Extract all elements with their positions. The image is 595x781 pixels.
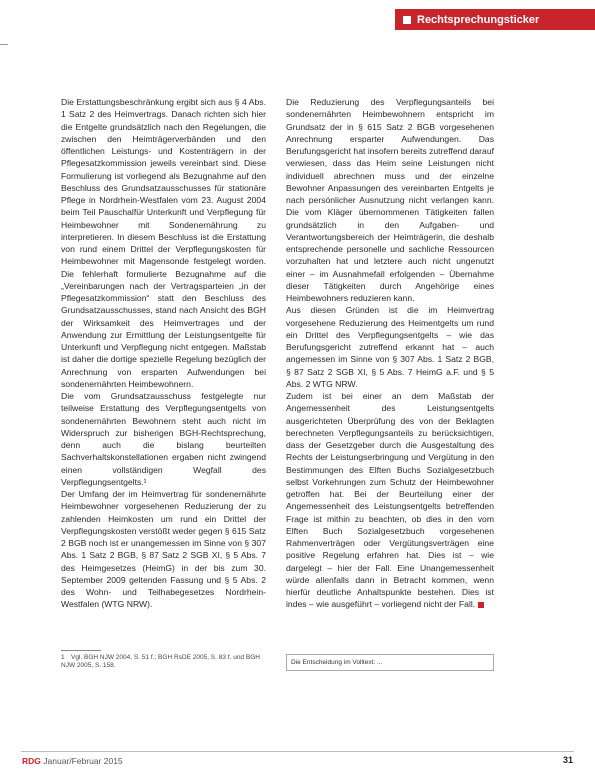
footnote	[61, 654, 266, 670]
paragraph: Die vom Grundsatzausschuss festgelegte nur teilweise Erstattung des Verpflegungsentgelts von sondenernährten Bewohnern steht auch nicht im Widerspruch zur bisherigen BGH-Rechtsprechung, denn auch die bislang beurteilten Sachverhaltskonstellationen ergaben nicht zwingend einen vollständigen Wegfall des Verpflegungsentgelts.¹	[61, 391, 266, 487]
page-number: 31	[562, 755, 573, 765]
end-mark-icon	[478, 602, 484, 608]
article-column-left	[61, 96, 266, 611]
article-column-right	[286, 96, 494, 611]
paragraph: Der Umfang der im Heimvertrag für sondenernährte Heimbewohner vorgesehenen Reduzierung der zu zahlenden Heimkosten um rund ein Drittel der Verpflegungskosten verstößt weder gegen § 615 Satz 2 BGB noch ist er unangemessen im Sinne von § 307 Abs. 1 Satz 2 BGB, § 87 Satz 2 SGB XI, § 5 Abs. 7 des Heimgesetzes (HeimG) in der bis zum 30. September 2009 geltenden Fassung und § 5 Abs. 2 des Wohn- und Teilhabegesetzes Nordrhein-Westfalen (WTG NRW).	[61, 489, 266, 610]
footer-rule	[21, 751, 574, 752]
footnote-number: 1	[61, 654, 65, 661]
section-ticker	[395, 9, 595, 30]
footer-issue	[22, 756, 123, 766]
footnote-text: Vgl. BGH NJW 2004, S. 51 f.; BGH RsDE 2005, S. 83 f. und BGH NJW 2005, S. 158.	[61, 654, 260, 669]
journal-brand: RDG	[22, 756, 41, 766]
paragraph-text: Zudem ist bei einer an dem Maßstab der Angemessenheit des Leistungsentgelts ausgerichteten Überprüfung des von der Beklagten berechneten Verpflegungsanteils zu berücksichtigen, dass der Gesetzgeber durch die Ausgestaltung des Rechts der Leistungserbringung und Vergütung in den Bestimmungen des Elften Buchs Sozialgesetzbuch selbst Vorkehrungen zum Schutz der Heimbewohner getroffen hat. Bei der Beurteilung einer der Angemessenheit des Leistungsentgelts betreffenden Frage ist mithin zu beachten, ob dies in den vom Elften Buch Sozialgesetzbuch vorgesehenen Rahmenverträgen oder Vergütungsverträgen eine positive Regelung erfahren hat. Dies ist – wie dargelegt – hier der Fall. Eine Unangemessenheit würde allenfalls dann in Betracht kommen, wenn hierfür deutliche Anhaltspunkte bestehen. Dies ist indes – wie ausgeführt – vorliegend nicht der Fall.	[286, 391, 494, 610]
paragraph: Aus diesen Gründen ist die im Heimvertrag vorgesehene Reduzierung des Heimentgelts um rund ein Drittel des Verpflegungsentgelts – wie das Berufungsgericht zutreffend erkannt hat – auch angemessen im Sinne von § 307 Abs. 1 Satz 2 BGB, § 87 Satz 2 SGB XI, § 5 Abs. 7 HeimG a.F. und § 5 Abs. 2 WTG NRW.	[286, 305, 494, 389]
paragraph: Die Reduzierung des Verpflegungsanteils bei sondenernährten Heimbewohnern entspricht im Grundsatz der in § 615 Satz 2 BGB vorgesehenen Anrechnung ersparter Aufwendungen. Das Berufungsgericht hat insofern bereits zutreffend darauf verwiesen, dass das Heim seine Leistungen nicht individuell abrechnen muss und der einzelne Bewohner Anpassungen des vereinbarten Entgelts je nach persönlicher Ausnutzung nicht verlangen kann. Die vom Kläger übernommenen Tätigkeiten fallen grundsätzlich in den Aufgaben- und Verantwortungsbereich der Heimträgerin, die deshalb entsprechende personelle und sachliche Ressourcen vorzuhalten hat und letztere auch nicht ungenutzt einer – im Ausnahmefall erfolgenden – Übernahme dieser Tätigkeiten durch Angehörige eines Heimbewohners reduzieren kann.	[286, 97, 494, 303]
footnote-rule	[61, 650, 101, 651]
issue-date: Januar/Februar 2015	[43, 756, 123, 766]
paragraph	[286, 390, 494, 611]
square-icon	[403, 16, 411, 24]
margin-rule	[0, 44, 8, 45]
fulltext-caption: Die Entscheidung im Volltext: ...	[291, 659, 383, 666]
paragraph: Die Erstattungsbeschränkung ergibt sich aus § 4 Abs. 1 Satz 2 des Heimvertrags. Danach richten sich hier die Entgelte grundsätzlich nach den Regelungen, die zwischen den Heimträgerverbänden und den öffentlichen Leistungs- und Kostenträgern in der Pflegesatzkommission jeweils vereinbart sind. Diese Formulierung ist vorliegend als Bezugnahme auf den Beschluss des Grundsatzausschusses für stationäre Pflege in Nordrhein-Westfalen vom 23. August 2004 beim Teil Pauschalfür Unterkunft und Verpflegung für Heimbewohner mit Sondenernährung zu interpretieren. In diesem Beschluss ist die Erstattung von rund einem Drittel der Verpflegungskosten für Heimbewohner mit Magensonde festgelegt worden. Die fehlerhaft formulierte Bezugnahme auf die „Vereinbarungen nach der Vertragsparteien „in der Pflegesatzkommission“ statt den Beschluss des Grundsatzausschusses, stand nach Ansicht des BGH der Wirksamkeit des Heimvertrages und der Anwendung zur Ermittlung der Leistungsentgelte für Unterkunft und Verpflegung nicht entgegen. Maßstab ist daher die dortige spezielle Regelung bezüglich der Anrechnung von ersparten Aufwendungen bei sondenernährten Heimbewohnern.	[61, 97, 266, 389]
fulltext-box	[286, 654, 494, 671]
section-label: Rechtsprechungsticker	[417, 13, 540, 26]
